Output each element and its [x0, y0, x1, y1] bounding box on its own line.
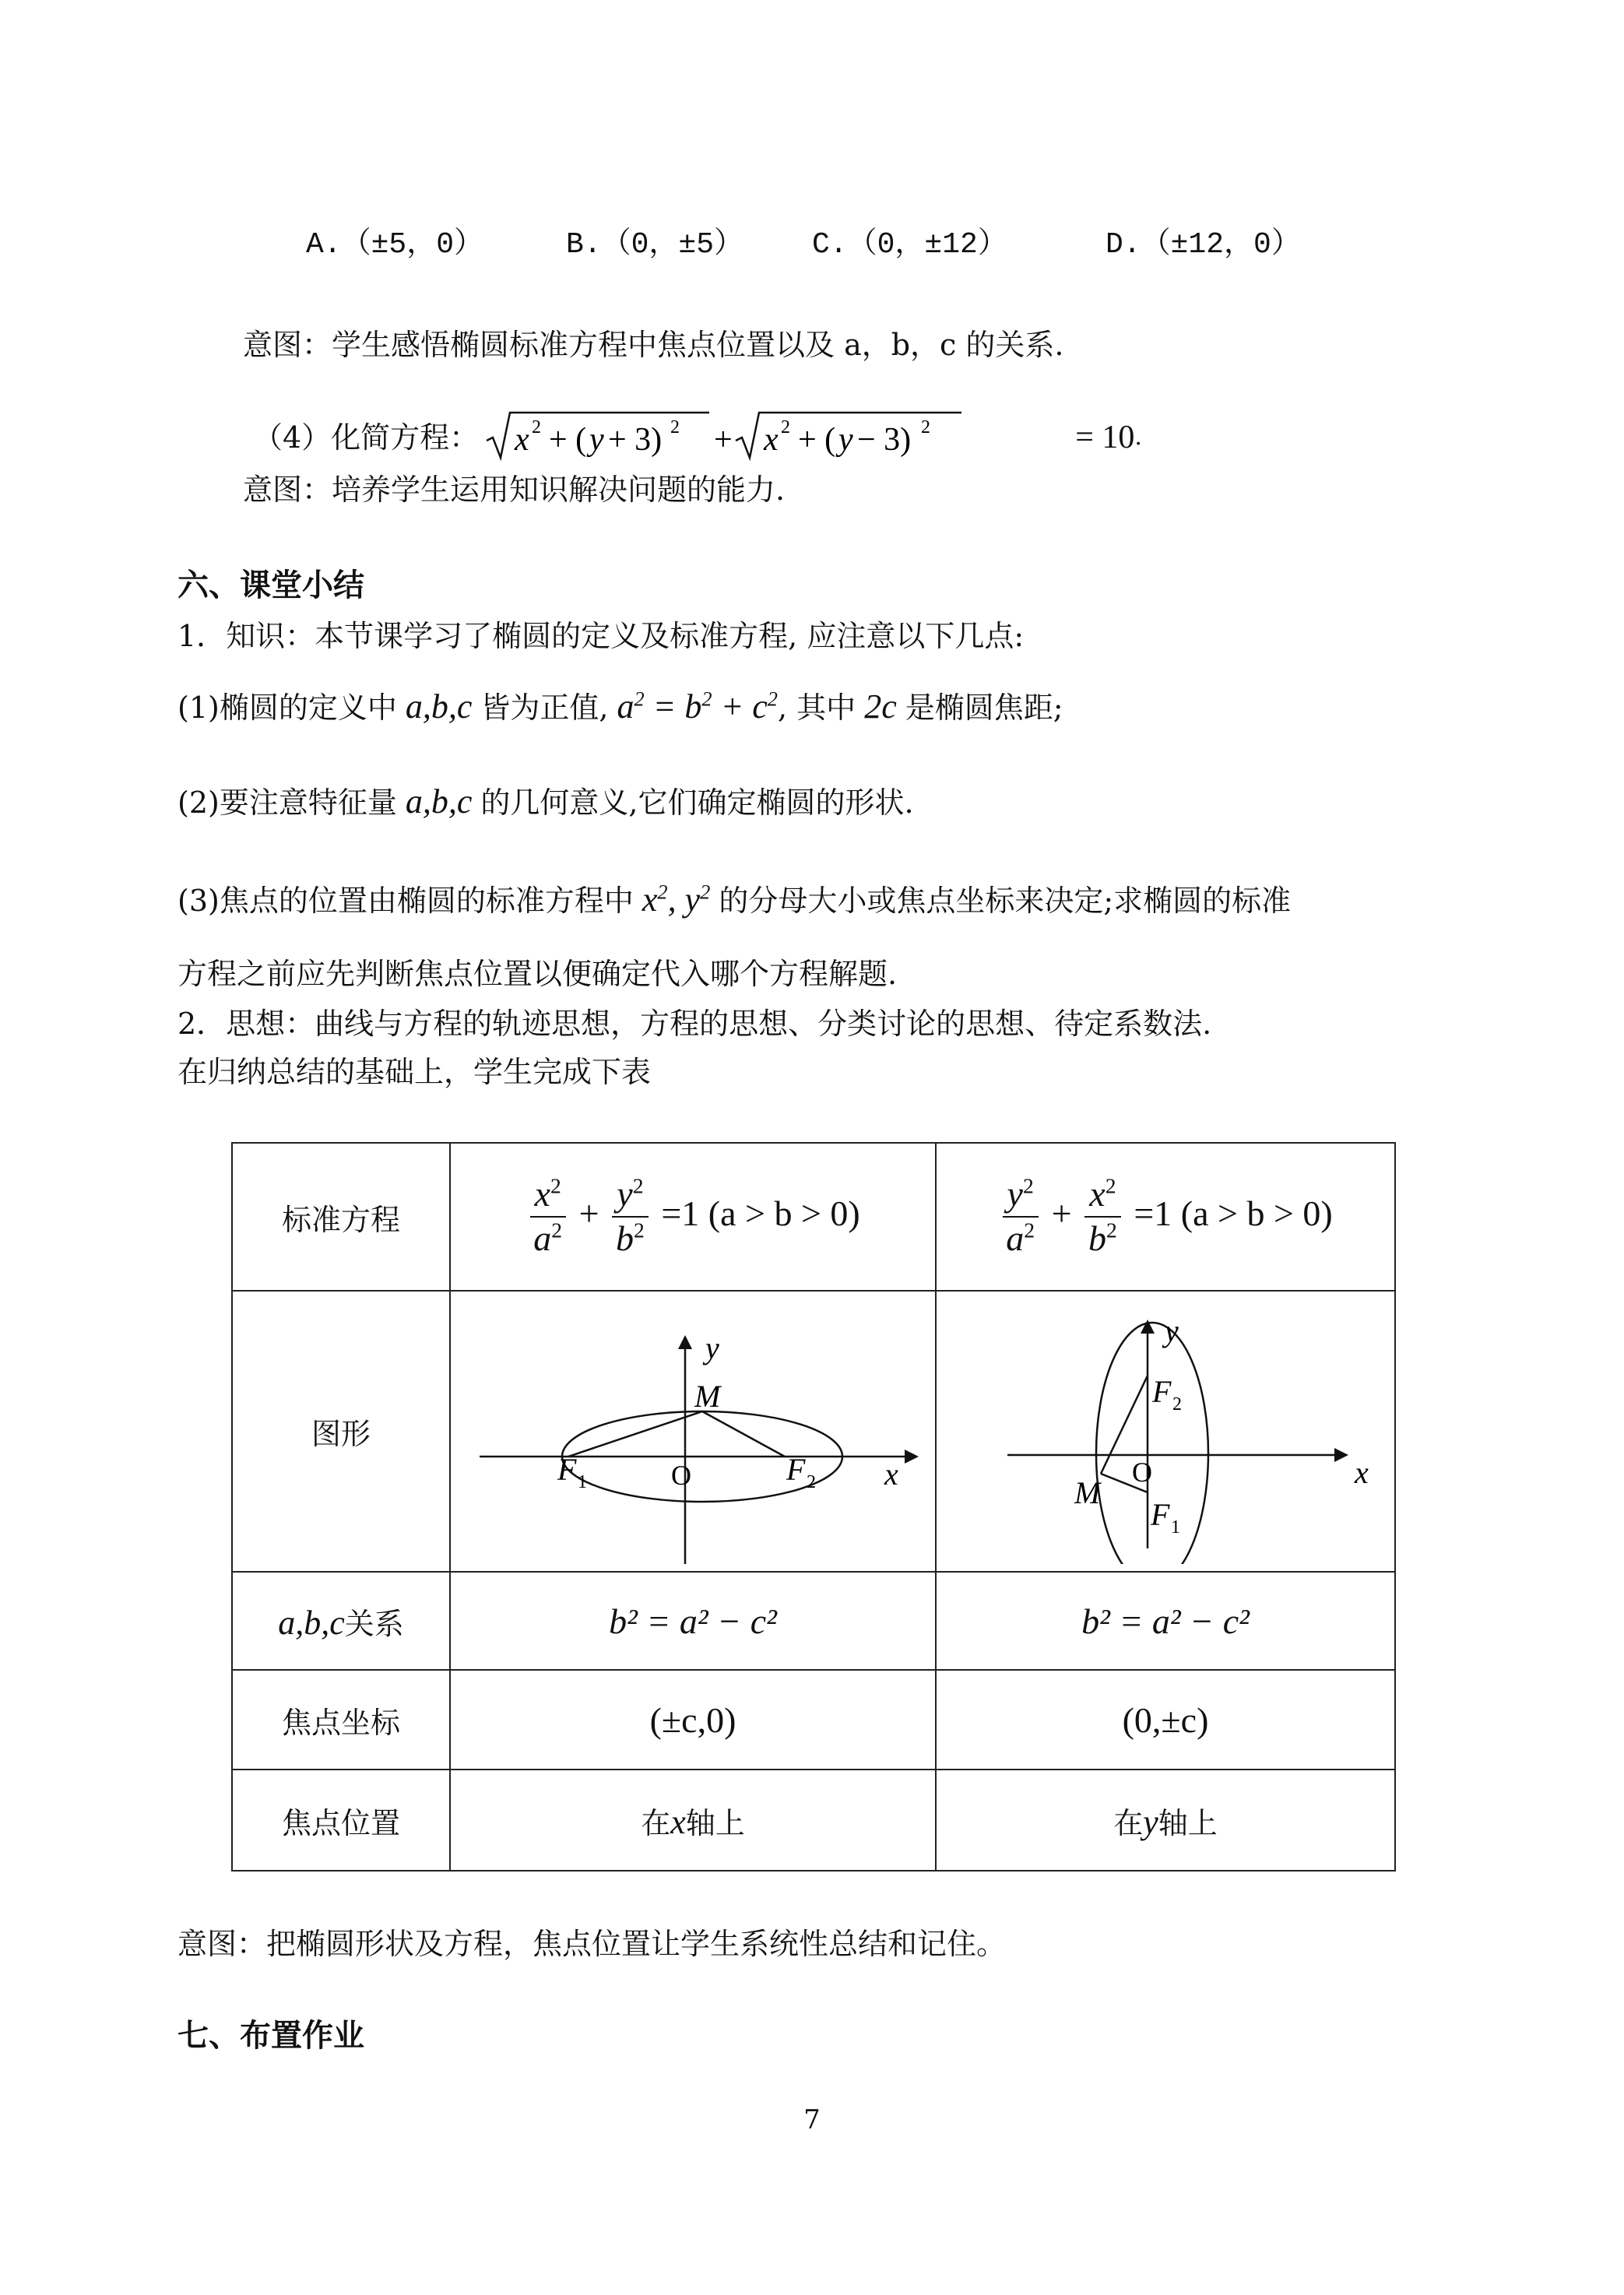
section-7-title: 七、布置作业: [178, 2018, 364, 2054]
svg-text:x: x: [515, 422, 529, 458]
svg-text:+ (: + (: [549, 422, 587, 458]
var-abc-2: a,b,c: [396, 782, 481, 821]
table-row: [232, 1670, 1395, 1770]
foci-x-value: (±c,0): [649, 1699, 736, 1740]
point-1-text-a: (1)椭圆的定义中: [178, 691, 397, 725]
question-4-label: （4）化简方程：: [253, 420, 480, 455]
choice-c: C.（0，±12）: [812, 228, 1007, 262]
question-4-rhs: = 10: [1075, 420, 1135, 455]
row-label-foci-position: 焦点位置: [232, 1770, 450, 1871]
summary-item-1: 1．知识：本节课学习了椭圆的定义及标准方程, 应注意以下几点:: [178, 619, 1025, 653]
label-f2-sub: 2: [807, 1472, 816, 1492]
label-x-2: x: [1355, 1455, 1369, 1490]
svg-text:+ (: + (: [798, 422, 836, 458]
relation-formula-2: b² = a² − c²: [1081, 1601, 1250, 1641]
table-row: [232, 1770, 1395, 1871]
svg-text:y: y: [589, 422, 604, 458]
equation-y-major: $\frac{y^2}{a^2}$ + $\frac{x^2}{b^2}$ =1 (a > b > 0): [936, 1143, 1395, 1291]
point-3-text-a: (3)焦点的位置由椭圆的标准方程中: [178, 884, 634, 918]
label-x: x: [884, 1457, 898, 1492]
label-m: M: [694, 1379, 721, 1414]
foci-coords-x: [450, 1670, 936, 1770]
row-label-foci-coords: 焦点坐标: [232, 1670, 450, 1770]
label-f2: F: [786, 1452, 806, 1487]
relation-formula-1: b² = a² − c²: [609, 1601, 777, 1641]
point-3-text-b: 的分母大小或焦点坐标来决定;求椭圆的标准: [719, 884, 1292, 918]
label-origin: O: [671, 1460, 691, 1491]
label-f1-2-sub: 1: [1171, 1517, 1180, 1538]
radical-equation: [483, 406, 1075, 469]
point-3: [178, 880, 1291, 920]
choice-a: A.（±5，0）: [306, 228, 484, 262]
foci-coords-y: [936, 1670, 1395, 1770]
point-2: [178, 782, 914, 822]
svg-text:+: +: [714, 422, 733, 458]
point-2-text-a: (2)要注意特征量: [178, 786, 397, 820]
section-6-title: 六、课堂小结: [178, 568, 364, 603]
summary-item-2: 2．思想：曲线与方程的轨迹思想，方程的思想、分类讨论的思想、待定系数法.: [178, 1007, 1212, 1041]
equation-x-major: $\frac{x^2}{a^2}$ + $\frac{y^2}{b^2}$ =1 (a > b > 0): [450, 1143, 936, 1291]
label-f2-2: F: [1152, 1374, 1172, 1409]
foci-position-x: [450, 1770, 936, 1871]
relation-formula: $a^2 = b^2 + c^2$: [608, 687, 778, 726]
svg-text:2: 2: [670, 417, 680, 438]
figure-x-major-cell: [450, 1291, 936, 1572]
pos-y-prefix: 在: [1113, 1805, 1144, 1840]
point-1-text-d: 是椭圆焦距;: [905, 691, 1063, 725]
svg-text:2: 2: [921, 417, 931, 438]
intent-3: 意图：把椭圆形状及方程，焦点位置让学生系统性总结和记住。: [178, 1927, 1007, 1961]
intent-1: 意图：学生感悟椭圆标准方程中焦点位置以及 a，b，c 的关系.: [243, 328, 1064, 362]
pos-x-var: x: [670, 1802, 686, 1841]
figure-y-major-cell: [936, 1291, 1395, 1572]
question-4: [253, 406, 1142, 469]
svg-text:2: 2: [532, 417, 542, 438]
label-f2-2-sub: 2: [1172, 1394, 1182, 1415]
svg-text:y: y: [838, 422, 853, 458]
label-y: y: [705, 1330, 719, 1365]
row-label-figure: 图形: [232, 1291, 450, 1572]
pos-y-suffix: 轴上: [1158, 1805, 1218, 1840]
choice-b: B.（0，±5）: [566, 228, 744, 262]
relation-x-major: [450, 1572, 936, 1670]
row-label-relation: [232, 1572, 450, 1670]
relation-y-major: [936, 1572, 1395, 1670]
table-lead-text: 在归纳总结的基础上，学生完成下表: [178, 1055, 652, 1089]
svg-text:− 3): − 3): [857, 422, 912, 458]
page-number: 7: [803, 2104, 821, 2135]
condition-text: (a > b > 0): [708, 1193, 860, 1233]
ellipse-summary-table: [231, 1142, 1396, 1871]
pos-x-prefix: 在: [641, 1805, 671, 1840]
label-y-2: y: [1165, 1313, 1179, 1348]
focal-distance-2c: 2c: [856, 687, 905, 726]
label-m-2: M: [1074, 1475, 1101, 1510]
point-3-continued: 方程之前应先判断焦点位置以便确定代入哪个方程解题.: [178, 957, 898, 991]
label-origin-2: O: [1132, 1457, 1152, 1488]
relation-suffix: 关系: [344, 1606, 404, 1641]
intent-2: 意图：培养学生运用知识解决问题的能力.: [243, 473, 786, 507]
var-x2-y2: $x^2$, $y^2$: [633, 880, 711, 919]
svg-text:x: x: [764, 422, 779, 458]
condition-text-2: (a > b > 0): [1180, 1193, 1333, 1233]
point-1-text-c: 其中: [796, 691, 856, 725]
svg-text:2: 2: [781, 417, 791, 438]
pos-y-var: y: [1143, 1802, 1158, 1841]
label-f1-sub: 1: [578, 1472, 587, 1492]
svg-text:+ 3): + 3): [608, 422, 663, 458]
var-abc-3: a,b,c: [278, 1603, 345, 1642]
ellipse-y-major-diagram: [937, 1292, 1394, 1564]
period-mark: .: [1134, 424, 1142, 451]
table-row: [232, 1572, 1395, 1670]
label-f1: F: [557, 1452, 577, 1487]
table-row: [232, 1291, 1395, 1572]
foci-y-value: (0,±c): [1122, 1699, 1209, 1740]
var-abc: a,b,c: [396, 687, 481, 726]
point-2-text-b: 的几何意义,它们确定椭圆的形状.: [480, 786, 914, 820]
point-1: (1)椭圆的定义中 a,b,c 皆为正值, $a^2 = b^2 + c^2$, 其中 2c 是椭圆焦距;: [178, 687, 1063, 726]
ellipse-x-major-diagram: [452, 1292, 934, 1564]
choice-d: D.（±12，0）: [1106, 228, 1301, 262]
pos-x-suffix: 轴上: [685, 1805, 745, 1840]
foci-position-y: [936, 1770, 1395, 1871]
label-f1-2: F: [1151, 1497, 1170, 1532]
table-row: [232, 1143, 1395, 1291]
row-label-equation: 标准方程: [232, 1143, 450, 1291]
point-1-text-b: 皆为正值,: [480, 691, 609, 725]
